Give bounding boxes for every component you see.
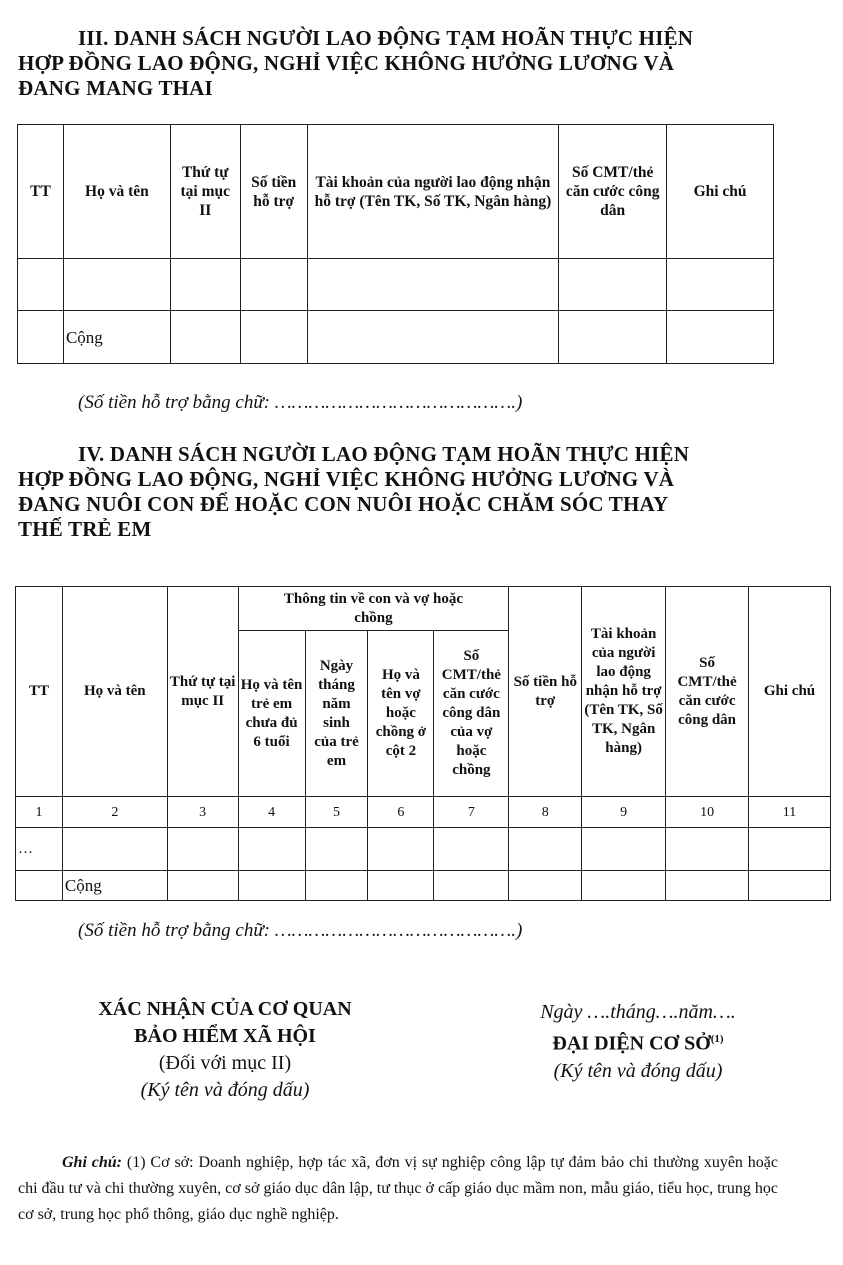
section-3-title — [18, 26, 830, 101]
header-spouse-id: Số CMT/thẻ căn cước công dân của vợ hoặc chồng — [434, 631, 509, 797]
header-note: Ghi chú — [667, 125, 774, 259]
header-name: Họ và tên — [63, 125, 170, 259]
footnote-text: (1) Cơ sở: Doanh nghiệp, hợp tác xã, đơn vị sự nghiệp công lập tự đảm bảo chi thường xuyên hoặc chi đầu tư và chi thường xuyên, cơ sở giáo dục dân lập, tư thục ở cấp giáo dục mầm non, mẫu giáo, tiểu học, trung học cơ sở, trung học phổ thông, giáo dục nghề nghiệp. — [18, 1154, 779, 1223]
table-header-row — [18, 125, 774, 259]
signature-right-sign: (Ký tên và đóng dấu) — [553, 1059, 723, 1082]
header-account: Tài khoản của người lao động nhận hỗ trợ (Tên TK, Số TK, Ngân hàng) — [307, 125, 559, 259]
header-tt: TT — [18, 125, 64, 259]
section-3-title-line-1: III. DANH SÁCH NGƯỜI LAO ĐỘNG TẠM HOÃN THỰC HIỆN — [78, 26, 694, 50]
header-name: Họ và tên — [62, 587, 167, 797]
section-4-amount-words: (Số tiền hỗ trợ bằng chữ: …………………………………….) — [78, 920, 523, 941]
col-number-6: 6 — [368, 797, 434, 828]
header-amount: Số tiền hỗ trợ — [509, 587, 582, 797]
signature-left-title-1: XÁC NHẬN CỦA CƠ QUAN — [98, 998, 352, 1020]
header-spouse-name: Họ và tên vợ hoặc chồng ở cột 2 — [368, 631, 434, 797]
col-number-9: 9 — [582, 797, 666, 828]
section-4-title-line-3: ĐANG NUÔI CON ĐỂ HOẶC CON NUÔI HOẶC CHĂM SÓC THAY — [18, 492, 669, 516]
header-account: Tài khoản của người lao động nhận hỗ trợ (Tên TK, Số TK, Ngân hàng) — [582, 587, 666, 797]
section-3-title-line-2: HỢP ĐỒNG LAO ĐỘNG, NGHỈ VIỆC KHÔNG HƯỞNG LƯƠNG VÀ — [18, 51, 675, 75]
column-number-row — [16, 797, 831, 828]
col-number-11: 11 — [749, 797, 831, 828]
col-number-5: 5 — [305, 797, 368, 828]
table-row — [18, 259, 774, 311]
section-4-title — [18, 442, 830, 542]
header-order: Thứ tự tại mục II — [167, 587, 238, 797]
section-4-title-line-1: IV. DANH SÁCH NGƯỜI LAO ĐỘNG TẠM HOÃN THỰC HIỆN — [78, 442, 690, 466]
col-number-10: 10 — [666, 797, 749, 828]
col-number-4: 4 — [238, 797, 305, 828]
table-row — [16, 828, 831, 871]
total-label: Cộng — [62, 871, 167, 901]
ellipsis-cell: … — [16, 828, 63, 871]
section-4-title-line-4: THẾ TRẺ EM — [18, 517, 152, 541]
section-3-table — [17, 124, 774, 364]
section-3-amount-words: (Số tiền hỗ trợ bằng chữ: …………………………………….) — [78, 392, 523, 413]
col-number-7: 7 — [434, 797, 509, 828]
signature-right-block — [498, 999, 778, 1085]
col-number-1: 1 — [16, 797, 63, 828]
total-row — [16, 871, 831, 901]
section-4-title-line-2: HỢP ĐỒNG LAO ĐỘNG, NGHỈ VIỆC KHÔNG HƯỞNG LƯƠNG VÀ — [18, 467, 675, 491]
signature-left-block — [60, 996, 390, 1104]
header-id: Số CMT/thẻ căn cước công dân — [666, 587, 749, 797]
header-child-spouse-info: Thông tin về con và vợ hoặc chồng — [238, 587, 509, 631]
signature-right-date: Ngày ….tháng….năm…. — [540, 1001, 736, 1023]
signature-left-title-2: BẢO HIỂM XÃ HỘI — [134, 1025, 316, 1047]
header-id: Số CMT/thẻ căn cước công dân — [559, 125, 667, 259]
footnote — [18, 1150, 778, 1228]
section-4-table — [15, 586, 831, 901]
header-order: Thứ tự tại mục II — [170, 125, 240, 259]
header-child-name: Họ và tên trẻ em chưa đủ 6 tuổi — [238, 631, 305, 797]
table-header-row — [16, 587, 831, 631]
signature-right-title: ĐẠI DIỆN CƠ SỞ — [552, 1032, 711, 1055]
total-label: Cộng — [63, 311, 170, 364]
header-tt: TT — [16, 587, 63, 797]
header-note: Ghi chú — [749, 587, 831, 797]
header-child-dob: Ngày tháng năm sinh của trẻ em — [305, 631, 368, 797]
header-amount: Số tiền hỗ trợ — [240, 125, 307, 259]
col-number-3: 3 — [167, 797, 238, 828]
section-3-title-line-3: ĐANG MANG THAI — [18, 76, 213, 100]
col-number-2: 2 — [62, 797, 167, 828]
footnote-marker: (1) — [710, 1033, 724, 1045]
col-number-8: 8 — [509, 797, 582, 828]
signature-left-scope: (Đối với mục II) — [158, 1052, 292, 1074]
total-row — [18, 311, 774, 364]
footnote-label: Ghi chú: — [62, 1154, 123, 1171]
signature-left-sign: (Ký tên và đóng dấu) — [140, 1079, 310, 1101]
